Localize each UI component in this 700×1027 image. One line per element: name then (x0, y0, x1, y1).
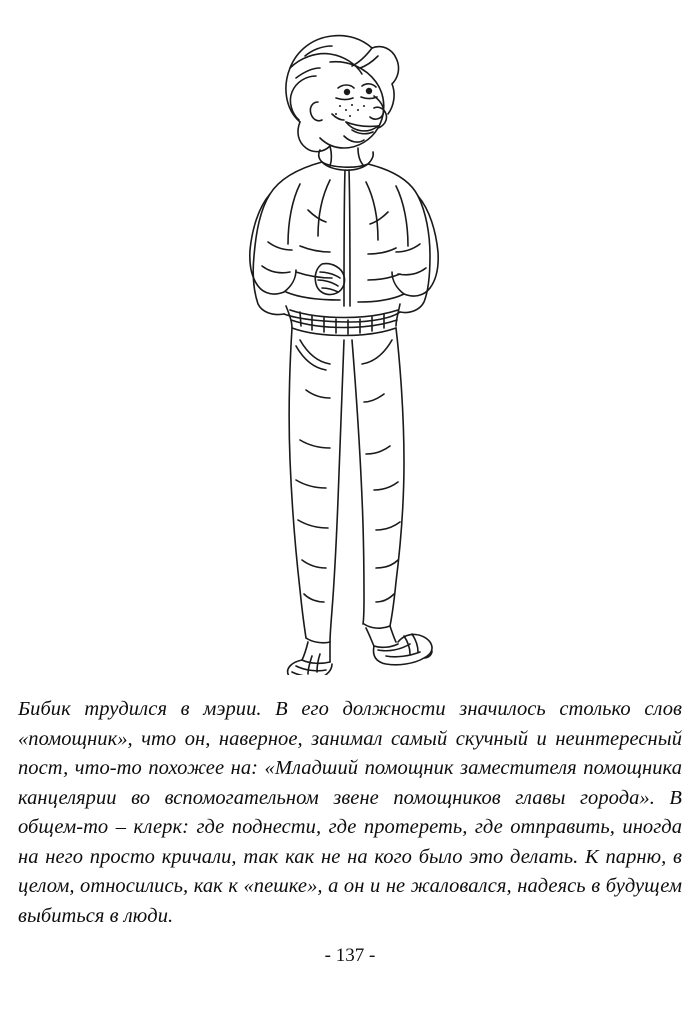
page-number: - 137 - (324, 945, 376, 966)
illustration-figure (0, 10, 700, 675)
paragraph-text: Бибик трудился в мэрии. В его должности значилось столько слов «помощник», что он, наверное, занимал самый скучный и неинтересный пост, что-то похожее на: «Младший помощник заместителя помощника канцелярии во вспомогательном звене помощников главы города». В общем-то – клерк: где поднести, где протереть, где отправить, иногда на него просто кричали, так как не на кого было это делать. К парню, в целом, относились, как к «пешке», а он и не жаловался, надеясь в будущем выбиться в люди. (18, 698, 682, 927)
